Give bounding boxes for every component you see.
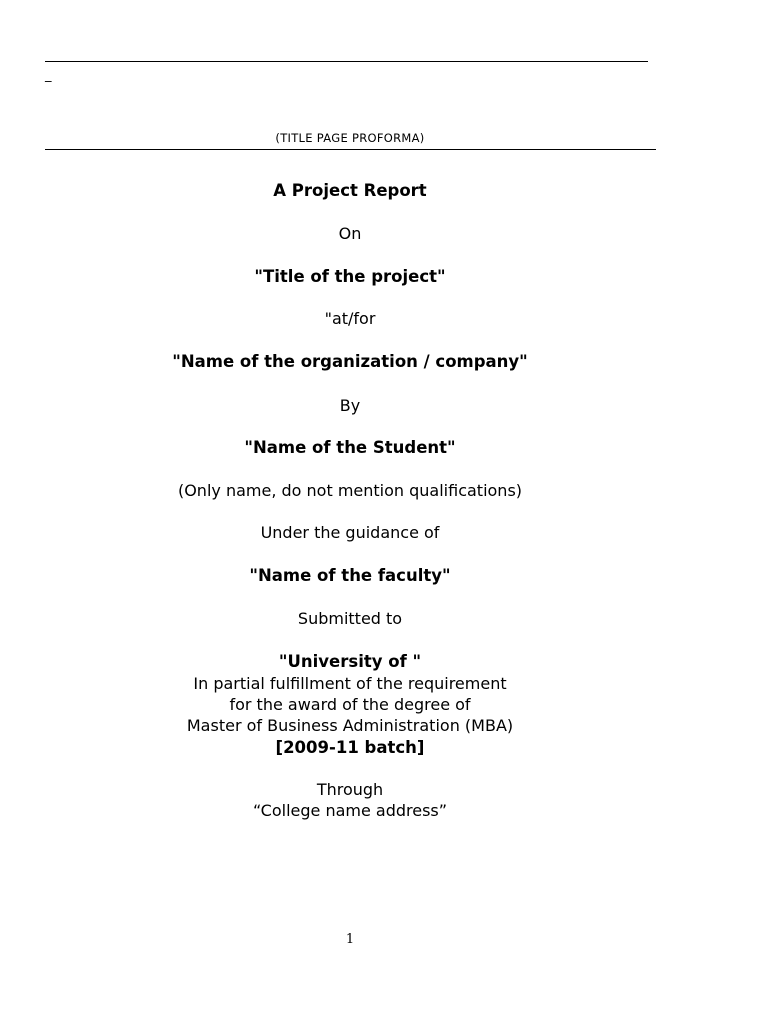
proforma-rule: [45, 149, 656, 150]
submitted-to-text: Submitted to: [297, 609, 403, 628]
organization-name: "Name of the organization / company": [172, 352, 528, 371]
degree-name: Master of Business Administration (MBA): [186, 716, 514, 735]
page-number: 1: [345, 932, 355, 947]
on-text: On: [338, 224, 362, 243]
proforma-label: (TITLE PAGE PROFORMA): [275, 131, 425, 145]
university-name: "University of ": [278, 652, 422, 671]
fulfillment-line-2: for the award of the degree of: [229, 695, 471, 714]
through-text: Through: [316, 780, 384, 799]
guidance-text: Under the guidance of: [260, 523, 440, 542]
student-note: (Only name, do not mention qualifications): [177, 481, 523, 500]
student-name: "Name of the Student": [244, 438, 456, 457]
at-for-text: "at/for: [324, 309, 376, 328]
faculty-name: "Name of the faculty": [249, 566, 451, 585]
project-title: "Title of the project": [254, 267, 446, 286]
batch-text: [2009-11 batch]: [275, 738, 425, 757]
by-text: By: [339, 396, 361, 415]
underscore-mark: _: [45, 68, 52, 83]
report-heading: A Project Report: [273, 181, 427, 200]
top-rule: [45, 61, 648, 62]
fulfillment-line-1: In partial fulfillment of the requirement: [193, 674, 507, 693]
college-name-address: “College name address”: [252, 801, 448, 820]
